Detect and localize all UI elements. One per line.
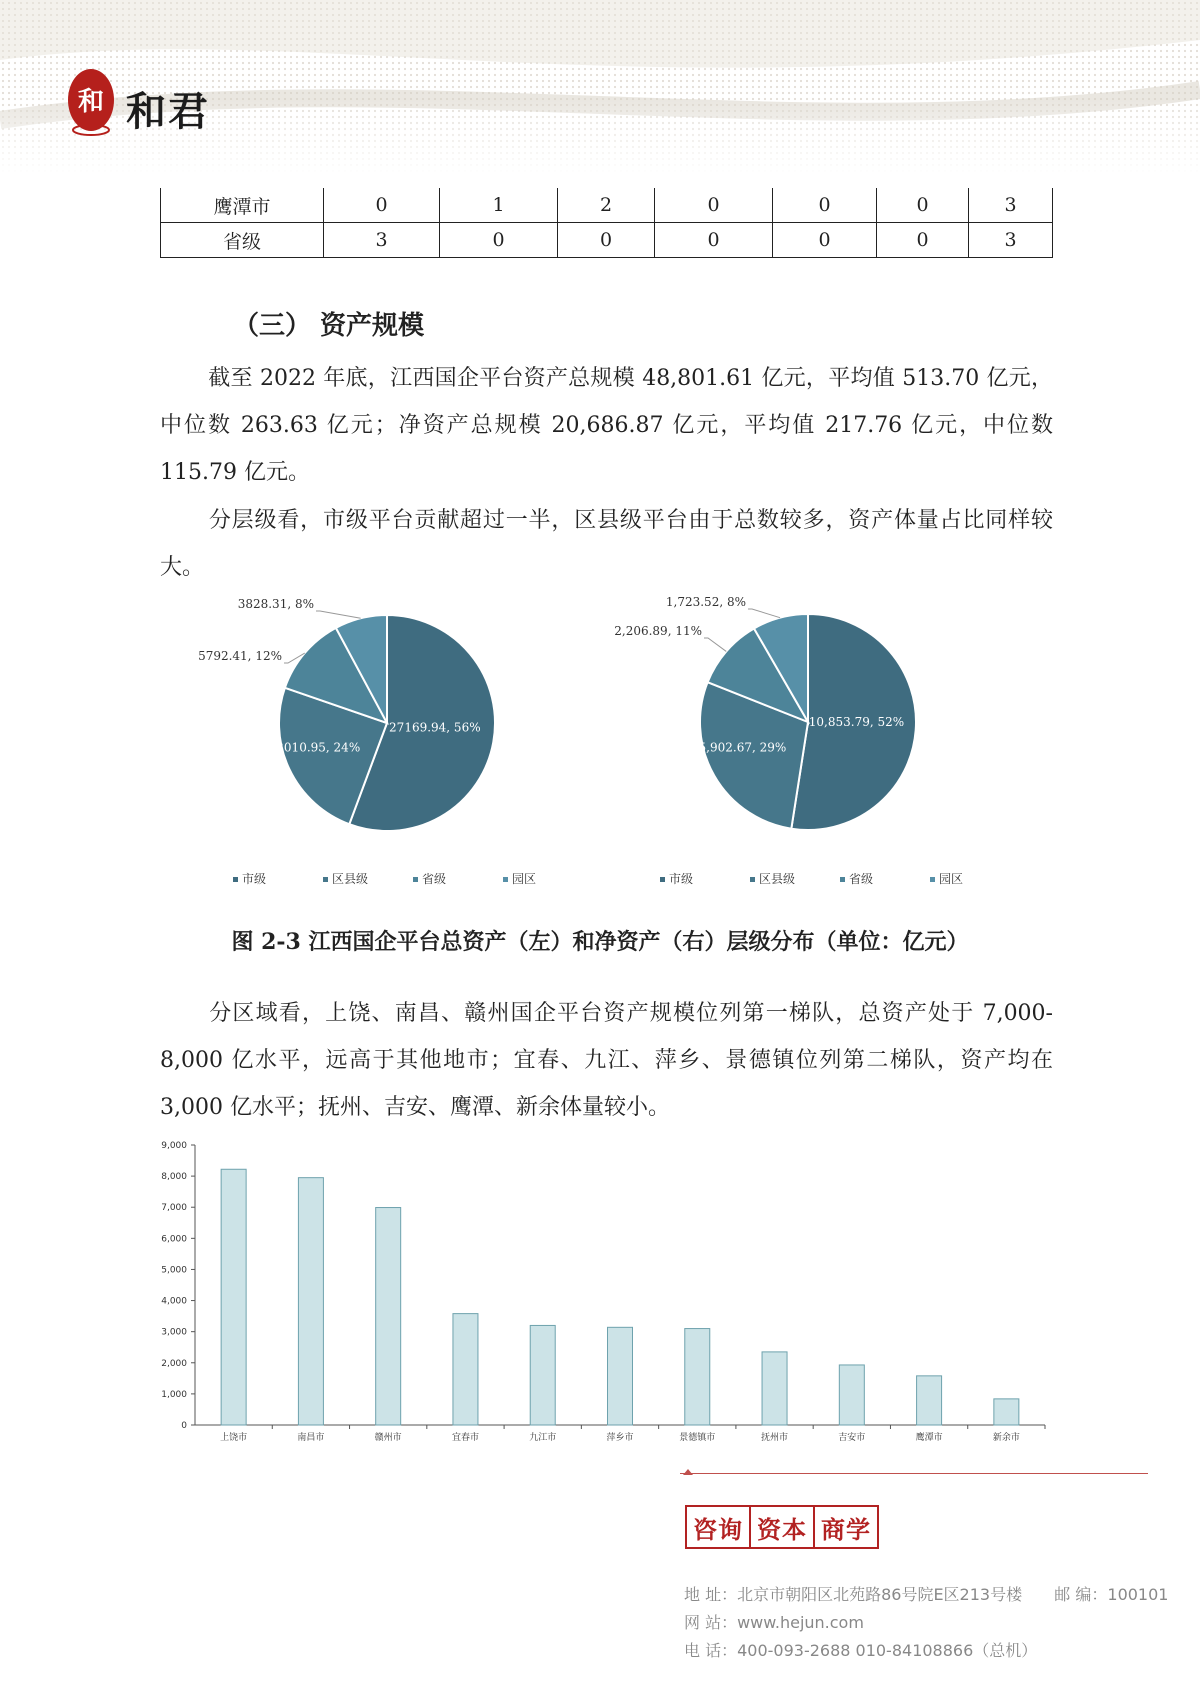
x-tick-label: 赣州市: [374, 1433, 402, 1443]
bar-10: [917, 1376, 942, 1425]
table-cell: 0: [655, 223, 773, 258]
paragraph-3-text: 分区域看，上饶、南昌、赣州国企平台资产规模位列第一梯队，总资产处于 7,000-8,000 亿水平，远高于其他地市；宜春、九江、萍乡、景德镇位列第二梯队，资产均在 3,000 亿水平；抚州、吉安、鹰潭、新余体量较小。: [160, 1001, 1053, 1120]
x-tick-label: 鹰潭市: [915, 1433, 943, 1443]
legend-swatch: [750, 877, 755, 882]
bar-4: [453, 1314, 478, 1425]
bar-1: [221, 1169, 246, 1425]
table-cell: 0: [877, 223, 969, 258]
legend-label: 市级: [242, 872, 267, 886]
legend-swatch: [413, 877, 418, 882]
paragraph-3: [160, 990, 1053, 1131]
pie-data-label: 10,853.79, 52%: [808, 714, 905, 729]
table-cell: 1: [440, 188, 558, 223]
table-cell: 0: [773, 188, 877, 223]
pie-data-label: 5792.41, 12%: [198, 649, 282, 663]
section-title: （三） 资产规模: [233, 311, 425, 341]
x-tick-label: 萍乡市: [606, 1433, 634, 1443]
paragraph-2: [160, 497, 1053, 591]
bar-3: [376, 1208, 401, 1425]
y-tick-label: 5,000: [161, 1265, 187, 1276]
pie-data-label: 12010.95, 24%: [268, 740, 361, 755]
x-tick-label: 上饶市: [220, 1433, 248, 1443]
table-cell: 0: [655, 188, 773, 223]
y-tick-label: 8,000: [161, 1172, 187, 1183]
bar-6: [608, 1327, 633, 1425]
table-cell: 2: [558, 188, 655, 223]
pie-chart-net-assets: [600, 595, 1020, 905]
legend-swatch: [930, 877, 935, 882]
bar-2: [298, 1178, 323, 1425]
x-tick-label: 南昌市: [297, 1433, 325, 1443]
stamp-cell: 商学: [821, 1515, 871, 1544]
y-tick-label: 9,000: [161, 1141, 187, 1151]
y-tick-label: 3,000: [161, 1327, 187, 1338]
bar-7: [685, 1329, 710, 1425]
stamp-cell: 资本: [751, 1507, 815, 1547]
legend-label: 区县级: [332, 872, 369, 886]
table-cell: 0: [773, 223, 877, 258]
table-cell: 0: [877, 188, 969, 223]
legend-swatch: [660, 877, 665, 882]
figure-caption: 图 2-3 江西国企平台总资产（左）和净资产（右）层级分布（单位：亿元）: [231, 929, 969, 955]
pie-data-label: 27169.94, 56%: [389, 720, 481, 735]
address-text: 地 址：北京市朝阳区北苑路86号院E区213号楼: [684, 1585, 1023, 1604]
pie-chart-total-assets: [170, 595, 590, 905]
table-cell: 0: [558, 223, 655, 258]
paragraph-1-text: 截至 2022 年底，江西国企平台资产总规模 48,801.61 亿元，平均值 513.70 亿元，中位数 263.63 亿元；净资产总规模 20,686.87 亿元，平均值 217.76 亿元，中位数 115.79 亿元。: [160, 366, 1053, 485]
footer-website[interactable]: 网 站：www.hejun.com: [684, 1613, 864, 1632]
bar-chart-regional-assets: [140, 1135, 1060, 1445]
y-tick-label: 0: [181, 1421, 187, 1431]
table-row: [161, 223, 1053, 258]
table-cell: 3: [969, 223, 1053, 258]
y-tick-label: 4,000: [161, 1296, 187, 1307]
bar-9: [839, 1365, 864, 1425]
x-tick-label: 新余市: [992, 1433, 1020, 1443]
pie-data-label: 1,723.52, 8%: [665, 595, 746, 609]
x-tick-label: 吉安市: [838, 1433, 866, 1443]
x-tick-label: 宜春市: [451, 1433, 479, 1443]
pie-leader-line: [316, 611, 361, 618]
y-tick-label: 6,000: [161, 1234, 187, 1245]
table-cell: 3: [324, 223, 440, 258]
y-tick-label: 7,000: [161, 1203, 187, 1214]
stamp-cell: 咨询: [687, 1507, 751, 1547]
y-tick-label: 2,000: [161, 1358, 187, 1369]
pie-data-label: 5,902.67, 29%: [698, 740, 787, 755]
table-cell: 0: [324, 188, 440, 223]
bar-11: [994, 1399, 1019, 1425]
logo-text: 和君: [126, 89, 210, 135]
pie-data-label: 2,206.89, 11%: [614, 624, 702, 638]
legend-label: 市级: [669, 872, 694, 886]
footer-stamp: [685, 1505, 879, 1549]
footer-divider: [680, 1473, 1148, 1474]
legend-swatch: [503, 877, 508, 882]
legend-label: 园区: [512, 872, 537, 886]
pie-leader-line: [748, 609, 780, 618]
bar-8: [762, 1352, 787, 1425]
table-cell: 3: [969, 188, 1053, 223]
legend-label: 区县级: [759, 872, 796, 886]
x-tick-label: 九江市: [529, 1433, 557, 1443]
footer-phone: 电 话：400-093-2688 010-84108866（总机）: [684, 1641, 1038, 1660]
postcode-text: 邮 编：100101: [1054, 1585, 1169, 1604]
table-cell: 0: [440, 223, 558, 258]
footer-marker-icon: [683, 1469, 693, 1475]
logo-seal-icon: [66, 66, 116, 138]
bar-5: [530, 1325, 555, 1425]
table-row: [161, 188, 1053, 223]
pie-leader-line: [704, 638, 726, 651]
paragraph-1: [160, 355, 1053, 496]
paragraph-2-text: 分层级看，市级平台贡献超过一半，区县级平台由于总数较多，资产体量占比同样较大。: [160, 508, 1053, 580]
table-cell: 省级: [161, 223, 324, 258]
legend-swatch: [233, 877, 238, 882]
x-tick-label: 景德镇市: [679, 1433, 716, 1443]
data-table: [160, 188, 1053, 258]
legend-label: 省级: [849, 872, 874, 886]
y-tick-label: 1,000: [161, 1389, 187, 1400]
table-cell: 鹰潭市: [161, 188, 324, 223]
x-tick-label: 抚州市: [761, 1433, 789, 1443]
pie-data-label: 3828.31, 8%: [237, 597, 314, 611]
footer-address: [684, 1582, 1168, 1605]
legend-label: 园区: [939, 872, 964, 886]
legend-swatch: [323, 877, 328, 882]
logo-seal-text: 和: [77, 87, 105, 117]
legend-swatch: [840, 877, 845, 882]
legend-label: 省级: [422, 872, 447, 886]
